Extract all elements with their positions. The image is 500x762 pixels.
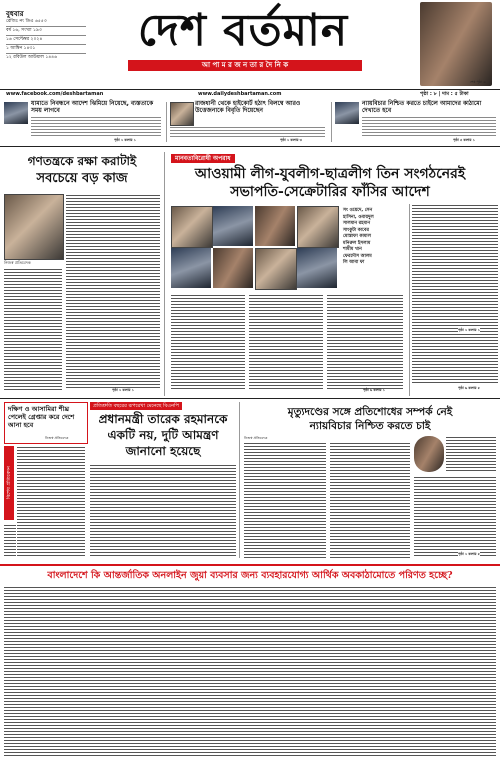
accused-name: মোস্তাফা কামাল [343, 234, 371, 239]
justice-text [446, 436, 496, 472]
teaser-photo [170, 102, 194, 126]
accused-name: সালমান রহমান [343, 221, 371, 226]
lead-left-headline: গণতন্ত্রকে রক্ষা করাটাই [27, 154, 137, 168]
teaser-3[interactable] [335, 100, 497, 144]
side-box-headline: দক্ষিণ ও আসামিরা শীঘ্র পেলেই গ্রেপ্তার করে দেশে আনা হবে [8, 405, 75, 429]
teaser-text [362, 116, 496, 138]
feature-text [4, 586, 496, 758]
accused-photo [213, 248, 253, 288]
invitation-tag: প্রতিশ্রুতি বছরের রূপরেখা মেনেছে বিএনপি [90, 402, 182, 410]
masthead-rule [0, 89, 500, 90]
teaser-photo [4, 102, 28, 124]
justice-text [330, 442, 410, 558]
tagline-bar [128, 60, 362, 71]
teaser-1[interactable] [4, 100, 164, 144]
date-line: ১৬ সেপ্টেম্বর ২০২৪ [6, 36, 86, 45]
date-line: ১ আশ্বিন ১৪৩১ [6, 45, 86, 54]
date-line: ১২ রবিউল আউয়াল ১৪৪৬ [6, 55, 58, 60]
accused-photo [255, 206, 295, 246]
column-rule [409, 204, 410, 396]
accused-name: ফেরদৌস আলম [343, 253, 372, 259]
vertical-label [4, 446, 14, 520]
accused-name: হাসিনা, ওবায়দুল [343, 214, 374, 220]
photo-grid [171, 206, 339, 290]
accused-photo [171, 206, 213, 248]
tagline: আ পা ম র জ ন তা র দৈ নি ক [201, 61, 289, 69]
day-label: বুধবার [6, 10, 24, 18]
teaser-ref: পৃষ্ঠা ৫ কলাম ১ [453, 138, 475, 142]
accused-photo [171, 248, 211, 288]
teaser-heading: ন্যায়বিচার নিশ্চিত করতে চাইলে আমাদের কাঠামো দেখাতে হবে [362, 100, 482, 114]
accused-names [343, 208, 405, 267]
main-ref: পৃষ্ঠা ৬ কলাম ১ [363, 388, 385, 392]
invitation-story[interactable] [90, 402, 236, 560]
right-ref: পৃষ্ঠা ৬ কলাম ৫ [458, 386, 480, 390]
justice-ref: পৃষ্ঠা ২ কলাম ৫ [458, 552, 480, 556]
side-text [4, 524, 16, 558]
date-block [6, 18, 86, 62]
website-link[interactable]: www.dailydeshbartaman.com [198, 91, 282, 97]
main-kicker: মানবতাবিরোধী অপরাধ [171, 154, 235, 163]
justice-portrait [414, 436, 444, 472]
price-label: পৃষ্ঠা : ৮ | দাম : ৫ টাকা [420, 91, 469, 97]
teaser-ref: পৃষ্ঠা ২ কলাম ১ [114, 138, 136, 142]
invitation-text [90, 464, 236, 558]
date-line: রেজিঃ নং ডিএ ৬৫৫৩ [6, 18, 86, 27]
lead-left[interactable] [0, 150, 162, 396]
accused-name: লি আবা ফা [343, 260, 365, 265]
teaser-strip [0, 98, 500, 147]
section-rule [0, 398, 500, 399]
teaser-ref: পৃষ্ঠা ২ কলাম ৩ [280, 138, 302, 142]
teaser-photo [335, 102, 359, 124]
main-text [327, 294, 403, 390]
right-column[interactable] [412, 204, 498, 396]
column-rule [166, 102, 167, 142]
main-text [249, 294, 323, 390]
teaser-text [31, 116, 161, 138]
main-headline: আওয়ামী লীগ-যুবলীগ-ছাত্রলীগ তিন সংগঠনেরই [194, 166, 466, 182]
feature-headline: বাংলাদেশে কি আন্তর্জাতিক অনলাইন জুয়া ব্যবসার জন্য ব্যবহারযোগ্য আর্থিক অবকাঠামোতে পরিণত হচ্ছে? [47, 570, 453, 581]
newspaper-title: দেশ বর্তমান [137, 5, 349, 56]
lead-left-ref: পৃষ্ঠা ২ কলাম ১ [112, 388, 134, 392]
accused-name: শামীম খান [343, 247, 362, 252]
accused-name: সং ওয়েদে, সেন [343, 208, 373, 213]
main-text [171, 294, 245, 390]
lead-left-text [4, 268, 62, 390]
justice-headline: মৃত্যুদণ্ডের সঙ্গে প্রতিশোধের সম্পর্ক নেই [287, 406, 453, 418]
accused-photo [213, 206, 253, 246]
vertical-label-text: বিশেষ প্রতিবেদন [6, 466, 12, 500]
invitation-headline: জানানো হয়েছে [125, 444, 201, 458]
teaser-heading: যামাতে নিবন্ধনে আদেশ ঝিমিয়ে নিয়েছে, ব্যস্ততাকে সময় লাগবে [31, 100, 154, 114]
accused-name: মনিরুল ইসলাম [343, 240, 371, 246]
lead-left-text [66, 194, 160, 390]
bottom-feature[interactable] [0, 564, 500, 762]
accused-photo [297, 248, 337, 288]
facebook-link[interactable]: www.facebook.com/deshbartaman [6, 91, 104, 97]
teaser-heading: রাজধানী থেকে হাইকোর্ট হঠাৎ বিলম্বে আরও উত্তেজনাকে বিবৃতি দিয়েছেন [195, 100, 301, 114]
lead-left-headline: সবচেয়ে বড় কাজ [36, 171, 128, 186]
teaser-text [170, 126, 325, 138]
side-box-byline: নিজস্ব প্রতিবেদক [45, 436, 69, 440]
main-story[interactable] [167, 150, 466, 396]
right-text [412, 204, 498, 384]
teaser-2[interactable] [170, 100, 328, 144]
masthead [0, 0, 500, 96]
right-ref: পৃষ্ঠা ২ কলাম ১ [458, 328, 480, 332]
promo-portrait [420, 2, 492, 86]
justice-text [244, 442, 326, 558]
justice-text [414, 476, 496, 558]
invitation-headline: একটি নয়, দুটি আমন্ত্রণ [107, 428, 219, 442]
lead-left-photo [4, 194, 64, 260]
column-rule [239, 402, 240, 558]
promo-label: শেষ পৃষ্ঠা ৬ [470, 80, 486, 84]
lead-left-byline: নিজস্ব প্রতিবেদক [4, 260, 31, 265]
side-text [17, 446, 85, 558]
side-box[interactable] [4, 402, 88, 444]
justice-story[interactable] [242, 402, 498, 560]
column-rule [331, 102, 332, 142]
justice-byline: নিজস্ব প্রতিবেদক [244, 436, 268, 440]
date-line: বর্ষ ১৬, সংখ্যা ১৯৩ [6, 27, 86, 36]
invitation-headline: প্রধানমন্ত্রী তারেক রহমানকে [98, 412, 228, 426]
accused-photo [297, 206, 339, 248]
main-headline: সভাপতি-সেক্রেটারির ফাঁসির আদেশ [230, 184, 430, 200]
accused-photo [255, 248, 297, 290]
accused-name: সাংকুটা কাবের [343, 227, 369, 233]
justice-headline: ন্যায়বিচার নিশ্চিত করতে চাই [309, 420, 431, 432]
